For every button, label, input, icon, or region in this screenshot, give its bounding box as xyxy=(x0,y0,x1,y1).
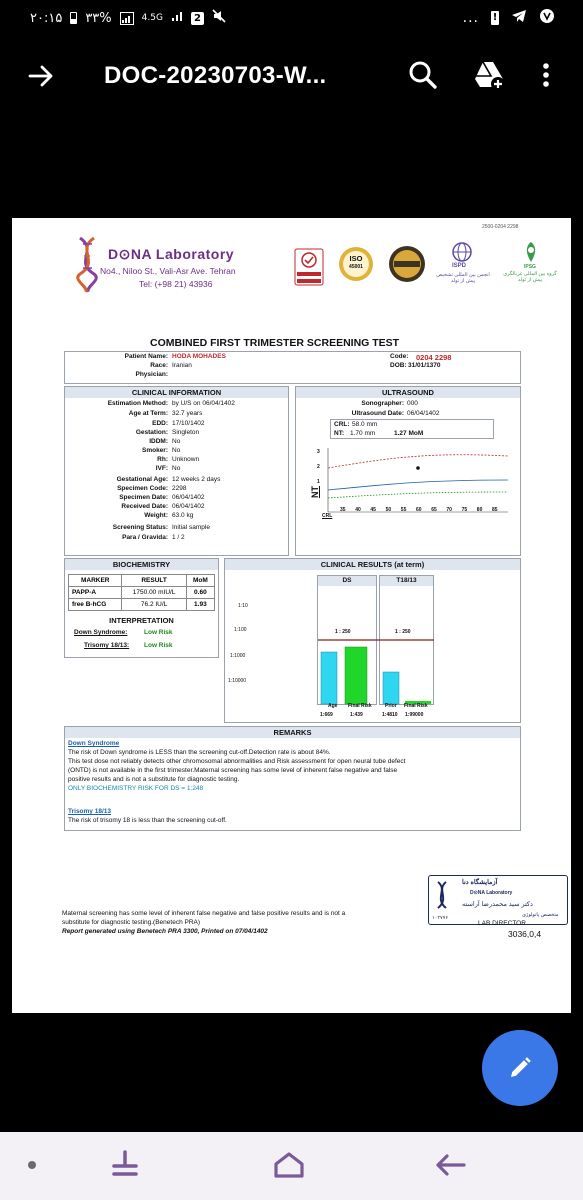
clinical-row-label: Gestational Age: xyxy=(116,476,168,483)
nt-mom: 1.27 MoM xyxy=(394,430,424,437)
remarks-down-title: Down Syndrome xyxy=(68,740,120,747)
remarks-line: The risk of Down syndrome is LESS than the screening cut-off.Detection rate is about 84%. xyxy=(68,749,331,756)
nt-chart-xtick: 70 xyxy=(446,507,452,513)
footer-line: substitute for diagnostic testing.(Benetech PRA) xyxy=(62,919,201,926)
clinical-row-value: 06/04/1402 xyxy=(172,503,205,510)
clinical-row-value: No xyxy=(172,465,181,472)
t18-panel-title: T18/13 xyxy=(380,576,433,586)
stamp-dna-icon xyxy=(432,880,452,910)
nt-chart-xtick: 65 xyxy=(431,507,437,513)
clinical-row-value: No xyxy=(172,447,181,454)
clinical-row-value: 12 weeks 2 days xyxy=(172,476,221,483)
arrow-back-nav-icon xyxy=(434,1150,468,1180)
remarks-header: REMARKS xyxy=(65,727,520,738)
clinical-row-label: Smoker: xyxy=(141,447,168,454)
us-date-label: Ultrasound Date: xyxy=(351,410,404,417)
biochem-table xyxy=(68,574,215,611)
ds-cutoff: 1 : 250 xyxy=(335,629,351,635)
battery-percent: ۳۳% xyxy=(85,10,112,26)
prior-value: 1:4810 xyxy=(382,712,398,718)
us-date-value: 06/04/1402 xyxy=(407,410,440,417)
biochem-header: BIOCHEMISTRY xyxy=(65,559,218,570)
clinical-row-value: Singleton xyxy=(172,429,200,436)
table-row xyxy=(69,599,215,611)
nav-home-button[interactable] xyxy=(272,1150,306,1180)
risk-ytick: 1:10 xyxy=(238,603,248,609)
table-row xyxy=(69,587,215,599)
add-to-drive-button[interactable] xyxy=(472,58,506,92)
down-syndrome-value: Low Risk xyxy=(144,629,173,636)
clinical-row-label: Specimen Code: xyxy=(117,485,168,492)
iso-label: ISO xyxy=(349,254,363,263)
risk-ytick: 1:100 xyxy=(234,627,247,633)
result-cell: 1750.00 mIU/L xyxy=(122,587,186,599)
col-mom: MoM xyxy=(186,575,214,587)
sonographer-label: Sonographer: xyxy=(361,400,404,407)
lab-address: No4., Niloo St., Vali-Asr Ave. Tehran xyxy=(100,266,236,276)
signal-bars-icon xyxy=(171,10,183,26)
mute-icon xyxy=(212,9,226,27)
ipsg-farsi: گروه بین المللی غربالگری پیش از تولد xyxy=(503,271,557,283)
lab-director-label: LAB DIRECTOR xyxy=(478,920,526,927)
ispd-label: ISPD xyxy=(452,263,467,269)
search-button[interactable] xyxy=(406,58,440,92)
clinical-row-value: 06/04/1402 xyxy=(172,494,205,501)
overflow-menu-button[interactable] xyxy=(536,58,556,92)
race-value: Iranian xyxy=(172,362,192,369)
search-icon xyxy=(406,58,440,92)
clinical-row-label: EDD: xyxy=(152,420,168,427)
code-label: Code: xyxy=(390,353,409,360)
nt-chart-xtick: 40 xyxy=(355,507,361,513)
nt-chart-xtick: 55 xyxy=(400,507,407,513)
clock: ۲۰:۱۵ xyxy=(30,10,63,26)
clinical-row-value: Unknown xyxy=(172,456,200,463)
system-nav-bar xyxy=(0,1132,583,1200)
nt-chart-xtick: 60 xyxy=(416,507,422,513)
clinical-row-value: 17/10/1402 xyxy=(172,420,205,427)
clinical-row-label: Age at Term: xyxy=(128,410,168,417)
side-page-indicator: 0 xyxy=(27,918,36,934)
clinical-row-value: 2298 xyxy=(172,485,187,492)
marker-cell: PAPP-A xyxy=(69,587,122,599)
nav-recents-button[interactable] xyxy=(108,1150,142,1180)
nav-back-button[interactable] xyxy=(434,1150,468,1180)
clinical-row-value: Initial sample xyxy=(172,524,210,531)
nav-dot-button[interactable] xyxy=(24,1157,40,1173)
crl-value: 58.0 mm xyxy=(352,421,378,428)
stamp-specialty: متخصص پاتولوژی xyxy=(522,912,559,918)
col-marker: MARKER xyxy=(69,575,122,587)
nt-chart-ytick-3: 3 xyxy=(317,449,320,455)
clinical-row-value: by U/S on 06/04/1402 xyxy=(172,400,235,407)
iso-number: 45001 xyxy=(349,264,363,270)
nt-value: 1.70 mm xyxy=(350,430,376,437)
back-button[interactable] xyxy=(24,60,56,92)
nt-chart-xtick: 85 xyxy=(492,507,498,513)
nt-chart-xtick: 50 xyxy=(385,507,392,513)
iso-seal-dark-icon xyxy=(388,245,426,283)
clinical-row-label: Specimen Date: xyxy=(119,494,168,501)
trisomy-label: Trisomy 18/13: xyxy=(84,642,130,649)
drive-add-icon xyxy=(472,58,506,92)
ispd-logo-icon xyxy=(450,241,474,263)
document-title: DOC-20230703-W... xyxy=(104,62,327,89)
col-result: RESULT xyxy=(122,575,186,587)
race-label: Race: xyxy=(150,362,168,369)
mom-cell: 0.60 xyxy=(186,587,214,599)
stamp-english: D⊙NA Laboratory xyxy=(470,890,513,896)
clinical-row-value: 32.7 years xyxy=(172,410,203,417)
ipsg-label: IPSG xyxy=(524,264,536,270)
nt-chart-xtick: 75 xyxy=(461,507,468,513)
clinical-results-header: CLINICAL RESULTS (at term) xyxy=(225,559,520,570)
app-toolbar xyxy=(0,36,583,116)
trisomy-value: Low Risk xyxy=(144,642,173,649)
nt-chart-xtick: 35 xyxy=(340,507,346,513)
network-type: 4.5G xyxy=(141,13,163,23)
notification-badge: 2 xyxy=(191,12,204,25)
crl-label: CRL: xyxy=(334,421,350,428)
age-risk-value: 1:669 xyxy=(320,712,333,718)
edit-fab-button[interactable] xyxy=(482,1030,558,1106)
clinical-row-value: 63.0 kg xyxy=(172,512,194,519)
more-dots: ... xyxy=(462,10,479,26)
risk-bars-chart xyxy=(317,586,435,706)
remarks-line: positive results and is not a substitute for diagnostic testing. xyxy=(68,776,240,783)
signal-icon xyxy=(120,12,134,25)
patient-name: HODA MOHADES xyxy=(172,353,226,360)
code-value: 0204 2298 xyxy=(416,353,452,362)
battery-icon xyxy=(70,12,77,24)
risk-ytick: 1:10000 xyxy=(228,678,247,684)
ds-final-value: 1:439 xyxy=(350,712,363,718)
ultrasound-header: ULTRASOUND xyxy=(296,387,520,398)
top-code: 2500-0204 2298 xyxy=(482,224,519,230)
clinical-row-label: Para / Gravida: xyxy=(122,534,168,541)
age-col-label: Age xyxy=(328,703,338,709)
nt-label: NT: xyxy=(334,430,345,437)
lab-tel: Tel: (+98 21) 43936 xyxy=(139,279,213,289)
table-header-row xyxy=(69,575,215,587)
dob-value: 31/01/1370 xyxy=(408,362,441,369)
alert-icon: ! xyxy=(492,12,498,23)
nt-chart-ytick-2: 2 xyxy=(317,464,320,470)
stamp-code: ۱۰۲۷۷۶ xyxy=(432,915,449,921)
footer-generated: Report generated using Benetech PRA 3300, Printed on 07/04/1402 xyxy=(62,928,268,935)
sonographer-value: 000 xyxy=(407,400,418,407)
t18-final-label: Final Risk xyxy=(404,703,428,709)
ds-final-label: Final Risk xyxy=(348,703,372,709)
result-cell: 76.2 IU/L xyxy=(122,599,186,611)
footer-line: Maternal screening has some level of inherent false negative and false positive results and is not a xyxy=(62,910,346,917)
vpn-shield-icon xyxy=(539,8,555,28)
stamp-doctor-name: دکتر سید محمدرضا آراسته xyxy=(462,901,533,908)
page-number: 3036,0,4 xyxy=(508,929,542,939)
clinical-row-label: IVF: xyxy=(155,465,168,472)
biochem-risk-line: ONLY BIOCHEMISTRY RISK FOR DS = 1:248 xyxy=(68,785,204,792)
pdf-page[interactable] xyxy=(12,218,571,1013)
lab-name: D⊙NA Laboratory xyxy=(108,246,235,262)
t18-cutoff: 1 : 250 xyxy=(395,629,411,635)
patient-name-label: Patient Name: xyxy=(124,353,168,360)
risk-ytick: 1:1000 xyxy=(230,653,246,659)
nt-chart-ytick-1: 1 xyxy=(317,479,320,485)
nt-axis-label: NT xyxy=(310,486,320,498)
stamp-farsi-title: آزمایشگاه دنا xyxy=(462,879,498,886)
report-title: COMBINED FIRST TRIMESTER SCREENING TEST xyxy=(150,337,400,349)
dna-logo-icon xyxy=(68,234,108,294)
ispd-farsi: انجمن بین المللی تشخیص پیش از تولد xyxy=(436,272,490,284)
clinical-row-label: IDDM: xyxy=(149,438,168,445)
dob-label: DOB: xyxy=(390,362,407,369)
arrow-back-icon xyxy=(26,62,54,90)
home-icon xyxy=(272,1150,306,1180)
down-syndrome-label: Down Syndrome: xyxy=(74,629,128,636)
crl-axis-label: CRL xyxy=(322,513,333,519)
clinical-row-label: Estimation Method: xyxy=(107,400,168,407)
clinical-info-header: CLINICAL INFORMATION xyxy=(65,387,288,398)
clinical-row-label: Received Date: xyxy=(121,503,168,510)
interpretation-header: INTERPRETATION xyxy=(109,616,174,625)
ipsg-logo-icon xyxy=(520,240,542,264)
mom-cell: 1.93 xyxy=(186,599,214,611)
nt-chart-xtick: 80 xyxy=(476,507,483,513)
recents-icon xyxy=(108,1150,142,1180)
clinical-row-label: Weight: xyxy=(144,512,168,519)
t18-final-value: 1:99000 xyxy=(405,712,424,718)
dot-icon xyxy=(24,1157,40,1173)
clinical-row-label: Gestation: xyxy=(135,429,168,436)
remarks-trisomy-line: The risk of trisomy 18 is less than the screening cut-off. xyxy=(68,817,227,824)
ds-panel-title: DS xyxy=(318,576,376,586)
pencil-icon xyxy=(507,1055,533,1081)
clinical-row-value: 1 / 2 xyxy=(172,534,185,541)
marker-cell: free B-hCG xyxy=(69,599,122,611)
physician-label: Physician: xyxy=(135,371,168,378)
telegram-icon xyxy=(511,9,527,27)
clinical-row-value: No xyxy=(172,438,181,445)
prior-col-label: Prior xyxy=(385,703,397,709)
nt-chart-xtick: 45 xyxy=(370,507,376,513)
clinical-row-label: Rh: xyxy=(157,456,168,463)
certificate-check-icon xyxy=(294,248,324,286)
status-bar xyxy=(0,0,583,36)
clinical-row-label: Screening Status: xyxy=(112,524,168,531)
remarks-line: (ONTD) is not available in the first trimester.Maternal screening has some level of inherent false negative and false xyxy=(68,767,398,774)
remarks-trisomy-title: Trisomy 18/13 xyxy=(68,808,111,815)
more-vert-icon xyxy=(536,58,556,92)
remarks-line: This test dose not reliably detects other chromosomal abnormalities and Risk assessment for open neural tube defect xyxy=(68,758,406,765)
